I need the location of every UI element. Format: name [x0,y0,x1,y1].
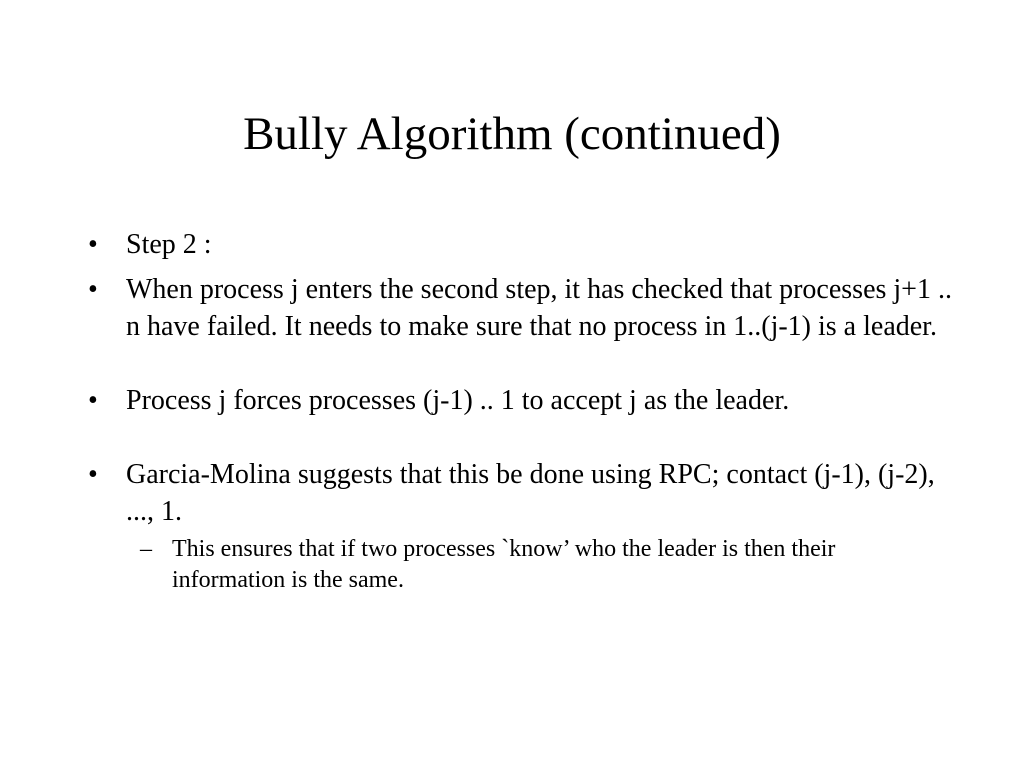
bullet-icon: • [88,229,98,260]
bullet-icon: • [88,274,98,305]
bullet-list [84,226,964,596]
bullet-item-forces-accept [84,382,964,419]
bullet-text: Garcia-Molina suggests that this be done using RPC; contact (j-1), (j-2), ..., 1. [126,459,935,527]
bullet-text: Process j forces processes (j-1) .. 1 to accept j as the leader. [126,385,790,416]
bullet-icon: • [88,459,98,490]
bullet-item-garcia-molina [84,456,964,596]
dash-icon: – [140,536,152,562]
sub-bullet-text: This ensures that if two processes `know’ who the leader is then their information is the same. [172,536,836,593]
bullet-item-step-2 [84,226,964,263]
bullet-icon: • [88,385,98,416]
sub-bullet-item [140,534,964,596]
slide-title: Bully Algorithm (continued) [243,108,781,160]
bullet-item-second-step [84,271,964,345]
bullet-text: When process j enters the second step, it has checked that processes j+1 .. n have failed. It needs to make sure that no process in 1..(j-1) is a leader. [126,274,952,342]
bullet-text: Step 2 : [126,229,212,260]
